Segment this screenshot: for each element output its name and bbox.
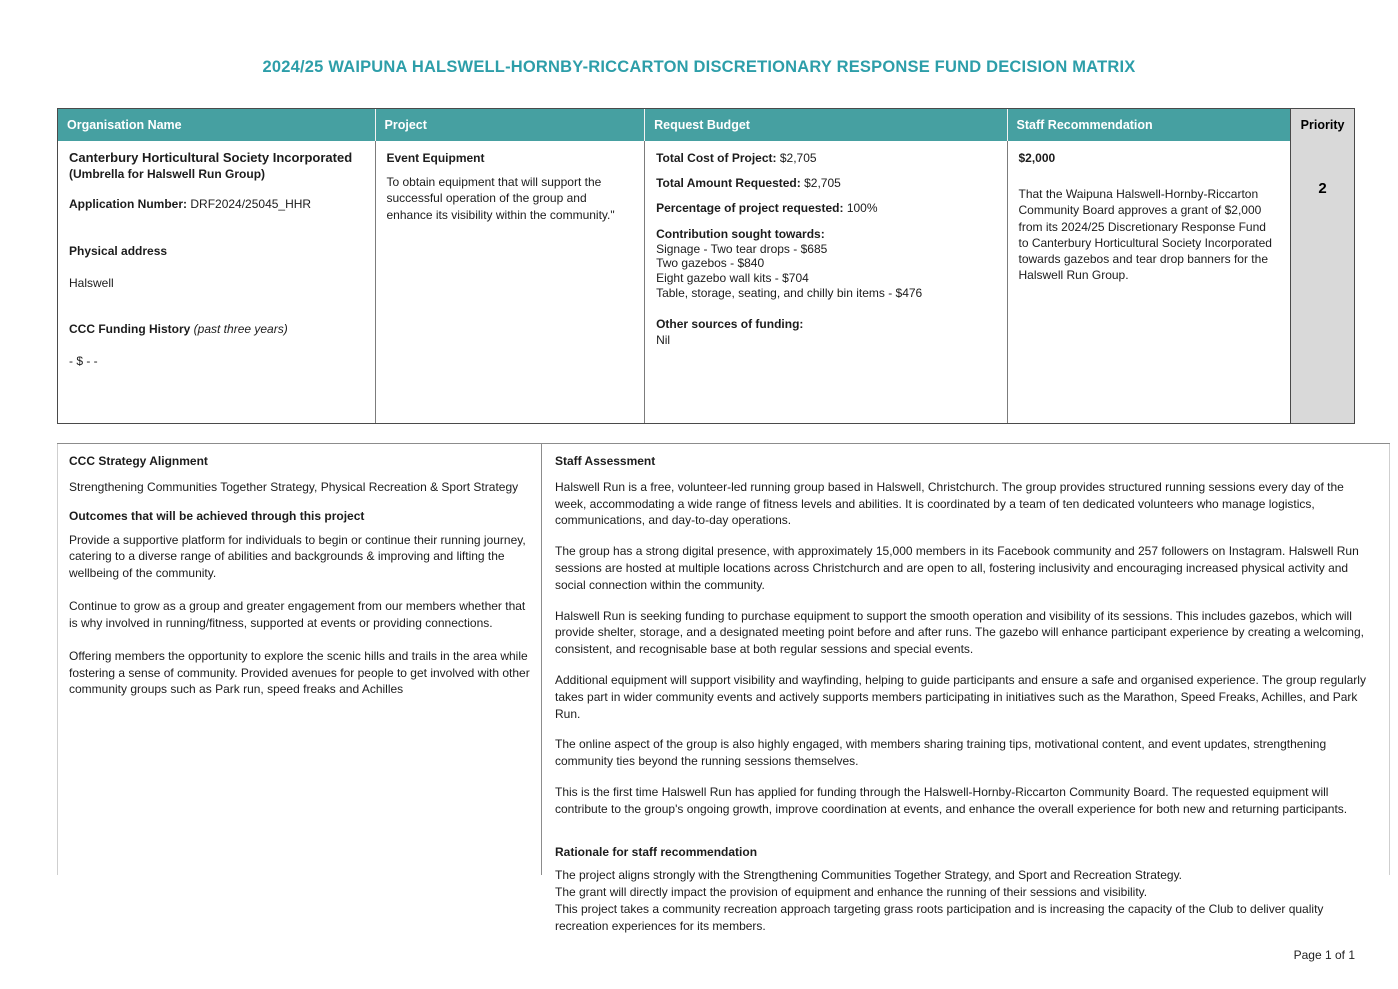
- strategy-alignment-text: Strengthening Communities Together Strategy, Physical Recreation & Sport Strategy: [69, 479, 519, 494]
- contribution-items: [656, 242, 995, 301]
- organisation-cell: [58, 141, 376, 423]
- contribution-item: Eight gazebo wall kits - $704: [656, 271, 809, 285]
- assessment-heading: Staff Assessment: [555, 454, 656, 468]
- staff-assessment-panel: [541, 444, 1390, 934]
- total-cost-value: $2,705: [779, 151, 817, 165]
- funding-history-note: (past three years): [193, 322, 288, 336]
- assessment-paragraph: Halswell Run is seeking funding to purchase equipment to support the smooth operation and visibility of its sessions. This includes gazebos, which will provide shelter, storage, and a designated meeting point before and after runs. The gazebo will enhance participant experience by creating a welcoming, consistent, and recognisable base at both regular sessions and special events.: [555, 608, 1364, 657]
- project-title: Event Equipment: [386, 151, 485, 165]
- outcomes-paragraph: Provide a supportive platform for individuals to begin or continue their running journey, catering to a diverse range of abilities and backgrounds & improving and lifting the wellbeing of the community.: [69, 532, 526, 580]
- outcomes-paragraph: Continue to grow as a group and greater engagement from our members whether that is why involved in running/fitness, supported at events or providing connections.: [69, 599, 526, 630]
- contribution-item: Signage - Two tear drops - $685: [656, 241, 828, 256]
- rationale-line: The project aligns strongly with the Strengthening Communities Together Strategy, and Sport and Recreation Strategy.: [555, 868, 1183, 883]
- table-header-row: [58, 109, 1354, 141]
- outcomes-paragraph: Offering members the opportunity to explore the scenic hills and trails in the area while fostering a sense of community. Provided avenues for people to get involved with other community groups such as Park run, speed freaks and Achilles: [69, 649, 530, 697]
- table-body-row: [58, 141, 1354, 423]
- project-cell: [376, 141, 646, 423]
- application-number-line: [69, 196, 364, 212]
- header-request-budget: Request Budget: [645, 109, 1007, 141]
- percentage-value: 100%: [846, 201, 878, 216]
- decision-matrix-table: [57, 108, 1355, 424]
- total-cost-line: [656, 150, 995, 166]
- other-sources-value: Nil: [656, 333, 671, 348]
- application-number-value: DRF2024/25045_HHR: [190, 197, 312, 212]
- total-requested-line: [656, 175, 995, 191]
- percentage-line: [656, 200, 995, 216]
- percentage-label: Percentage of project requested:: [656, 201, 844, 216]
- recommendation-amount: $2,000: [1018, 151, 1056, 165]
- total-cost-label: Total Cost of Project:: [656, 151, 777, 165]
- project-description: To obtain equipment that will support the successful operation of the group and enhance its visibility within the community.": [386, 175, 615, 222]
- priority-cell: [1290, 141, 1354, 423]
- rationale-lines: [555, 867, 1376, 935]
- header-staff-recommendation: Staff Recommendation: [1008, 109, 1291, 141]
- assessment-paragraph: The online aspect of the group is also highly engaged, with members sharing training tips, motivational content, and event updates, strengthening community ties beyond the running sessions themselves.: [555, 737, 1327, 769]
- contribution-item: Two gazebos - $840: [656, 256, 765, 271]
- organisation-umbrella: (Umbrella for Halswell Run Group): [69, 167, 266, 182]
- priority-value: 2: [1318, 180, 1327, 197]
- organisation-name: Canterbury Horticultural Society Incorporated: [69, 150, 353, 165]
- header-organisation-name: Organisation Name: [58, 109, 376, 141]
- funding-history-value: - $ - -: [69, 354, 98, 369]
- total-requested-label: Total Amount Requested:: [656, 176, 801, 191]
- budget-cell: [645, 141, 1007, 423]
- other-sources-label: Other sources of funding:: [656, 317, 804, 332]
- physical-address-label: Physical address: [69, 243, 168, 258]
- lower-section: [57, 443, 1390, 934]
- outcomes-heading: Outcomes that will be achieved through this project: [69, 509, 365, 524]
- contribution-label: Contribution sought towards:: [656, 226, 825, 241]
- page-title: 2024/25 WAIPUNA HALSWELL-HORNBY-RICCARTON DISCRETIONARY RESPONSE FUND DECISION MATRIX: [262, 58, 1136, 76]
- assessment-paragraph: This is the first time Halswell Run has applied for funding through the Halswell-Hornby-Riccarton Community Board. The requested equipment will contribute to the group's ongoing growth, improve coordination at events, and enhance the overall experience for both new and returning participants.: [555, 784, 1348, 816]
- contribution-item: Table, storage, seating, and chilly bin items - $476: [656, 285, 923, 300]
- staff-recommendation-cell: [1008, 141, 1291, 423]
- header-priority: Priority: [1290, 109, 1354, 141]
- assessment-paragraph: Additional equipment will support visibility and wayfinding, helping to guide participants and ensure a safe and organised experience. The group regularly takes part in wider community events and actively supports members participating in initiatives such as the Marathon, Speed Freaks, Achilles, and Park Run.: [555, 672, 1366, 721]
- strategy-heading: CCC Strategy Alignment: [69, 454, 208, 468]
- header-project: Project: [376, 109, 646, 141]
- strategy-alignment-panel: [57, 444, 541, 875]
- total-requested-value: $2,705: [804, 176, 841, 191]
- funding-history-label: CCC Funding History: [69, 322, 191, 336]
- funding-history-line: [69, 321, 364, 337]
- physical-address-value: Halswell: [69, 275, 114, 290]
- assessment-paragraph: Halswell Run is a free, volunteer-led running group based in Halswell, Christchurch. The group provides structured running sessions every day of the week, accommodating a wide range of fitness levels and abilities. It is coordinated by a team of ten dedicated volunteers who manage logistics, communications, and day-to-day operations.: [555, 479, 1344, 528]
- recommendation-text: That the Waipuna Halswell-Hornby-Riccarton Community Board approves a grant of $2,000 from its 2024/25 Discretionary Response Fund to Canterbury Horticultural Society Incorporated towards gazebos and tear drop banners for the Halswell Run Group.: [1018, 187, 1272, 283]
- application-number-label: Application Number:: [69, 197, 188, 212]
- rationale-line: The grant will directly impact the provision of equipment and enhance the running of their sessions and visibility.: [555, 885, 1148, 900]
- rationale-heading: Rationale for staff recommendation: [555, 844, 758, 859]
- page-number: Page 1 of 1: [1293, 948, 1355, 962]
- rationale-line: This project takes a community recreation approach targeting grass roots participation and is increasing the capacity of the Club to deliver quality recreation experiences for its members.: [555, 902, 1324, 934]
- assessment-paragraph: The group has a strong digital presence, with approximately 15,000 members in its Facebook community and 257 followers on Instagram. Halswell Run sessions are hosted at multiple locations across Christchurch and are open to all, fostering inclusivity and encouraging increased physical activity and social connection within the community.: [555, 544, 1359, 592]
